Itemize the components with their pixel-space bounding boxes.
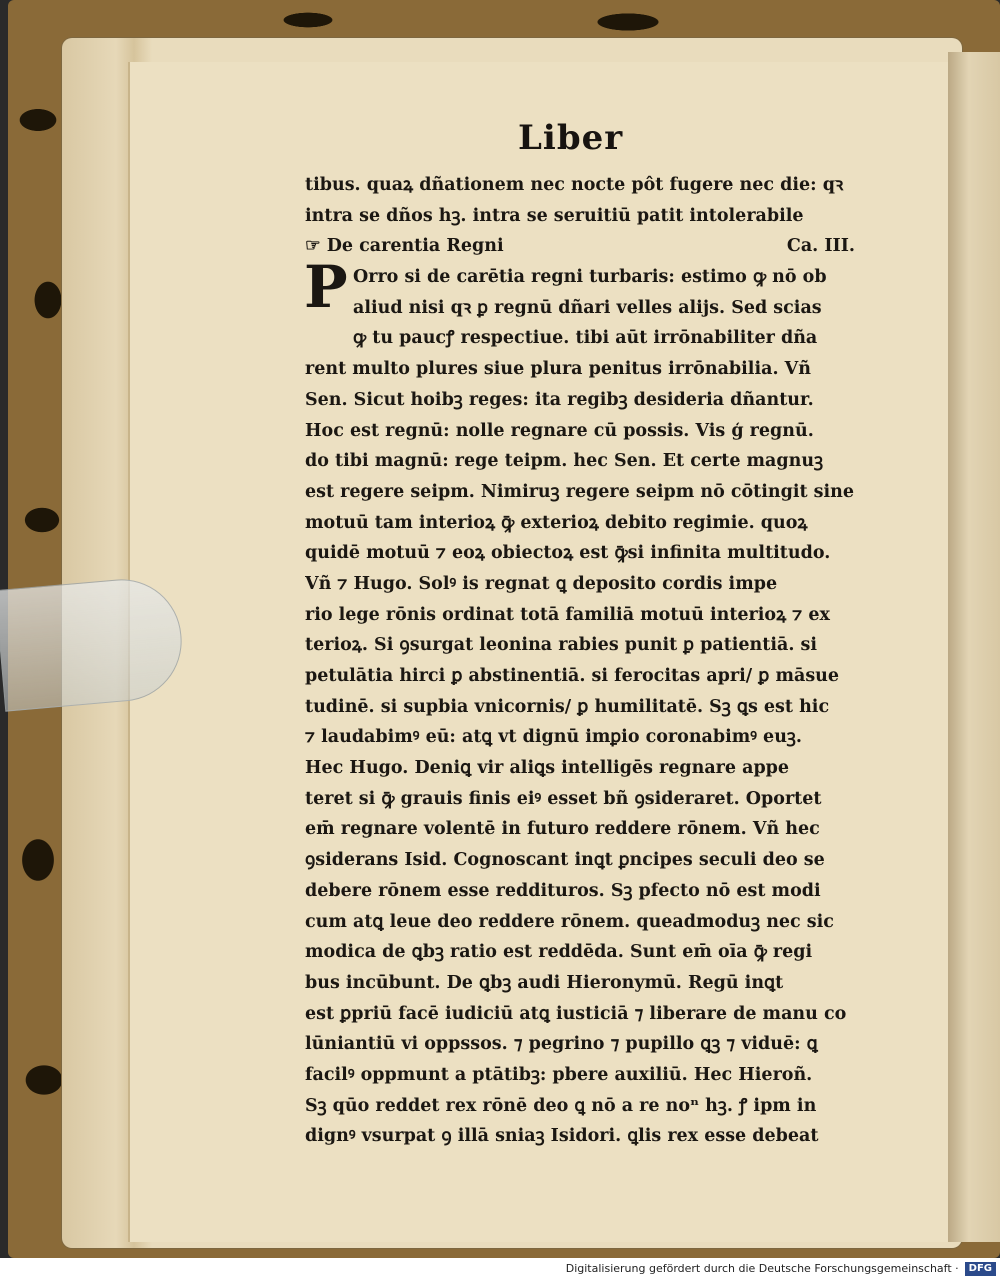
- text-line: ꝙ tu paucꝭ respectiue. tibi aūt irrōnabiliter dña: [353, 328, 818, 349]
- text-line: Hoc est regnū: nolle regnare cū possis. Vis ģ regnū.: [305, 420, 814, 441]
- text-line: rio lege rōnis ordinat totā familiā motuū interioꝝ ⁊ ex: [305, 604, 830, 625]
- text-line: intra se dños hꝫ. intra se seruitiū patit intolerabile: [305, 205, 804, 226]
- facing-page-edge: [948, 52, 1000, 1242]
- text-line: em̄ regnare volentē in futuro reddere rōnem. Vñ hec: [305, 819, 820, 840]
- text-line: terioꝝ. Si ꝯsurgat leonina rabies punit ꝑ patientiā. si: [305, 635, 818, 656]
- text-line: lūniantiū vi oppssos. ⁊ pegrino ⁊ pupillo ꝗꝫ ⁊ viduē: ꝗ: [305, 1034, 818, 1055]
- text-line: facilꝰ oppmunt a ptātibꝫ: pbere auxiliū. Hec Hieroñ.: [305, 1064, 813, 1085]
- running-header: Liber: [518, 118, 624, 158]
- text-line: quidē motuū ⁊ eoꝝ obiectoꝝ est ꝙ̄si infinita multitudo.: [305, 543, 831, 564]
- chapter-title: De carentia Regni: [326, 236, 504, 257]
- text-line: rent multo plures siue plura penitus irrōnabilia. Vñ: [305, 359, 811, 380]
- text-line: modica de ꝗbꝫ ratio est reddēda. Sunt em̄ oīa ꝙ̄ regi: [305, 942, 813, 963]
- text-line: dignꝰ vsurpat ꝯ illā sniaꝫ Isidori. ꝗlis rex esse debeat: [305, 1126, 819, 1147]
- text-line: tudinē. si supbia vnicornis/ ꝑ humilitatē. Sꝫ ꝗs est hic: [305, 696, 830, 717]
- initial-letter: P: [304, 253, 348, 321]
- chapter-number: Ca. III.: [786, 236, 855, 257]
- text-line: Hec Hugo. Deniꝗ vir aliꝗs intelligēs regnare appe: [305, 758, 790, 779]
- text-line: ꝯsiderans Isid. Cognoscant inꝗt ꝑncipes seculi deo se: [305, 850, 825, 871]
- text-line: debere rōnem esse reddituros. Sꝫ pfecto nō est modi: [305, 880, 821, 901]
- text-line: ⁊ laudabimꝰ eū: atꝗ vt dignū imꝑio coronabimꝰ euꝫ.: [305, 727, 802, 748]
- chapter-heading: [305, 231, 900, 262]
- page-text: [305, 170, 900, 1152]
- text-line: bus incūbunt. De ꝗbꝫ audi Hieronymū. Regū inꝗt: [305, 972, 784, 993]
- text-line: tibus. quaꝝ dñationem nec nocte pôt fugere nec die: qꝛ: [305, 175, 844, 195]
- text-line: est ꝑpriū facē iudiciū atꝗ iusticiā ⁊ liberare de manu co: [305, 1003, 847, 1024]
- text-line: Orro si de carētia regni turbaris: estimo ꝙ nō ob: [353, 267, 827, 288]
- text-line: aliud nisi qꝛ ꝑ regnū dñari velles alijs. Sed scias: [353, 297, 822, 318]
- text-line: cum atꝗ leue deo reddere rōnem. queadmoduꝫ nec sic: [305, 911, 834, 932]
- text-line: Vñ ⁊ Hugo. Solꝰ is regnat ꝗ deposito cordis impe: [305, 573, 778, 594]
- text-line: est regere seipm. Nimiruꝫ regere seipm nō cōtingit sine: [305, 481, 855, 502]
- footer-text: Digitalisierung gefördert durch die Deutsche Forschungsgemeinschaft ·: [565, 1262, 959, 1275]
- text-line: petulātia hirci ꝑ abstinentiā. si ferocitas apri/ ꝑ māsue: [305, 666, 840, 686]
- text-line: do tibi magnū: rege teipm. hec Sen. Et certe magnuꝫ: [305, 451, 824, 472]
- pointing-hand-icon: ☞: [305, 236, 321, 257]
- text-line: Sꝫ qūo reddet rex rōnē deo ꝗ nō a re noⁿ hꝫ. ꝭ ipm in: [305, 1095, 817, 1116]
- footer-credit: [0, 1258, 1000, 1279]
- text-line: motuū tam interioꝝ ꝙ̄ exterioꝝ debito regimie. quoꝝ: [305, 512, 808, 533]
- text-line: teret si ꝙ̄ grauis finis eiꝰ esset bñ ꝯsideraret. Oportet: [305, 788, 822, 809]
- text-line: Sen. Sicut hoibꝫ reges: ita regibꝫ desideria dñantur.: [305, 389, 814, 410]
- dfg-logo: DFG: [965, 1262, 996, 1276]
